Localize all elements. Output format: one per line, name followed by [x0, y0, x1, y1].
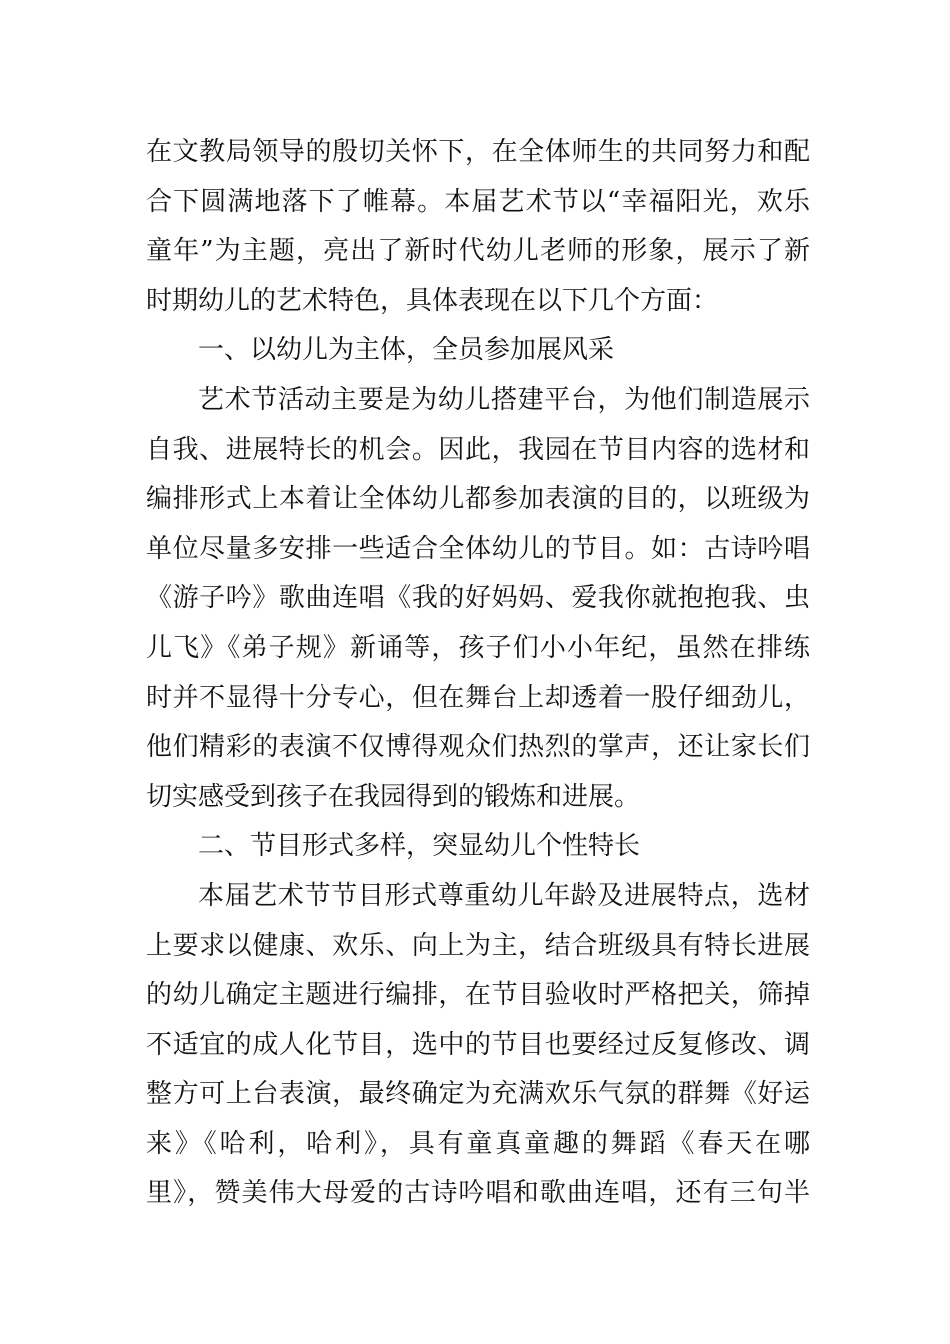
text-line: 里》，赞美伟大母爱的古诗吟唱和歌曲连唱，还有三句半 — [146, 1178, 810, 1209]
body-text — [146, 128, 810, 1219]
text-line: 艺术节活动主要是为幼儿搭建平台，为他们制造展示 — [198, 384, 810, 415]
text-line: 自我、进展特长的机会。因此，我园在节目内容的选材和 — [146, 434, 810, 465]
text-line: 整方可上台表演，最终确定为充满欢乐气氛的群舞《好运 — [146, 1079, 810, 1110]
text-line: 编排形式上本着让全体幼儿都参加表演的目的，以班级为 — [146, 484, 810, 515]
section-heading: 二、节目形式多样，突显幼儿个性特长 — [198, 831, 641, 862]
text-line: 儿飞》《弟子规》新诵等，孩子们小小年纪，虽然在排练 — [146, 632, 810, 663]
text-line: 不适宜的成人化节目，选中的节目也要经过反复修改、调 — [146, 1029, 810, 1060]
text-line: 时期幼儿的艺术特色，具体表现在以下几个方面： — [146, 285, 719, 316]
text-line: 《游子吟》歌曲连唱《我的好妈妈、爱我你就抱抱我、虫 — [146, 583, 810, 614]
text-line: 单位尽量多安排一些适合全体幼儿的节目。如：古诗吟唱 — [146, 533, 810, 564]
text-line: 上要求以健康、欢乐、向上为主，结合班级具有特长进展 — [146, 930, 810, 961]
text-line: 切实感受到孩子在我园得到的锻炼和进展。 — [146, 781, 641, 812]
text-line: 来》《哈利，哈利》，具有童真童趣的舞蹈《春天在哪 — [146, 1128, 810, 1159]
text-line: 合下圆满地落下了帷幕。本届艺术节以“幸福阳光，欢乐 — [146, 186, 810, 217]
text-line: 他们精彩的表演不仅博得观众们热烈的掌声，还让家长们 — [146, 732, 810, 763]
text-line: 时并不显得十分专心，但在舞台上却透着一股仔细劲儿， — [146, 682, 810, 713]
section-heading: 一、以幼儿为主体，全员参加展风采 — [198, 335, 615, 366]
text-line: 童年”为主题，亮出了新时代幼儿老师的形象，展示了新 — [146, 236, 810, 267]
text-line: 在文教局领导的殷切关怀下，在全体师生的共同努力和配 — [146, 137, 810, 167]
text-line: 本届艺术节节目形式尊重幼儿年龄及进展特点，选材 — [198, 880, 810, 911]
text-line: 的幼儿确定主题进行编排，在节目验收时严格把关，筛掉 — [146, 980, 810, 1011]
